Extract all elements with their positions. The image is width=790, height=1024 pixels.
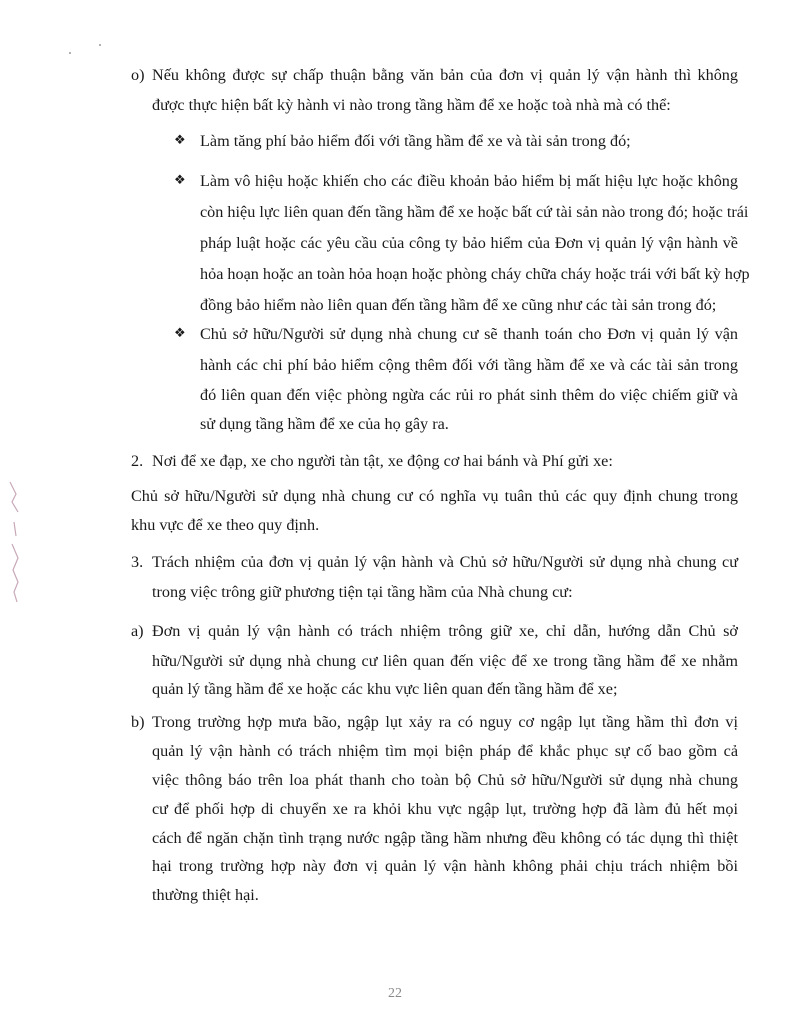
item-a-line: quản lý tầng hầm để xe hoặc các khu vực liên quan đến tầng hầm để xe;: [152, 680, 618, 698]
item-b-line: việc thông báo trên loa phát thanh cho toàn bộ Chủ sở hữu/Người sử dụng nhà chung: [152, 771, 738, 789]
handwritten-initials-icon: [6, 478, 26, 608]
scan-speck: [99, 44, 101, 46]
page-number: 22: [388, 986, 402, 1001]
bullet-line: Làm tăng phí bảo hiểm đối với tầng hầm để xe và tài sản trong đó;: [200, 132, 631, 150]
section-3-heading-line: Trách nhiệm của đơn vị quản lý vận hành và Chủ sở hữu/Người sử dụng nhà chung cư: [152, 553, 738, 571]
bullet-line: sử dụng tầng hầm để xe của họ gây ra.: [200, 415, 449, 433]
diamond-bullet-icon: ❖: [174, 133, 186, 148]
item-o-line: Nếu không được sự chấp thuận bằng văn bản của đơn vị quản lý vận hành thì không: [152, 66, 738, 84]
scan-speck: [69, 52, 71, 54]
bullet-line: đồng bảo hiểm nào liên quan đến tầng hầm để xe cũng như các tài sản trong đó;: [200, 296, 717, 314]
diamond-bullet-icon: ❖: [174, 173, 186, 188]
item-o-line: được thực hiện bất kỳ hành vi nào trong tầng hầm để xe hoặc toà nhà mà có thể:: [152, 96, 671, 114]
item-b-marker: b): [131, 713, 145, 731]
bullet-line: đó liên quan đến việc phòng ngừa các rủi ro phát sinh thêm do việc chiếm giữ và: [200, 386, 738, 404]
bullet-line: Chủ sở hữu/Người sử dụng nhà chung cư sẽ thanh toán cho Đơn vị quản lý vận: [200, 325, 738, 343]
item-b-line: cư để phối hợp di chuyển xe ra khỏi khu vực ngập lụt, trường hợp đã làm đủ hết mọi: [152, 800, 738, 818]
bullet-line: hành các chi phí bảo hiểm cộng thêm đối với tầng hầm để xe và các tài sản trong: [200, 356, 738, 374]
section-3-marker: 3.: [131, 553, 144, 571]
section-2-marker: 2.: [131, 452, 144, 470]
section-2-heading: Nơi để xe đạp, xe cho người tàn tật, xe động cơ hai bánh và Phí gửi xe:: [152, 452, 613, 470]
item-a-line: hữu/Người sử dụng nhà chung cư liên quan đến việc để xe trong tầng hầm để xe nhằm: [152, 652, 738, 670]
item-b-line: Trong trường hợp mưa bão, ngập lụt xảy ra có nguy cơ ngập lụt tầng hầm thì đơn vị: [152, 713, 738, 731]
bullet-line: Làm vô hiệu hoặc khiến cho các điều khoản bảo hiểm bị mất hiệu lực hoặc không: [200, 172, 738, 190]
item-b-line: quản lý vận hành có trách nhiệm tìm mọi biện pháp để khắc phục sự cố bao gồm cả: [152, 742, 738, 760]
section-2-body-line: khu vực để xe theo quy định.: [131, 516, 320, 534]
section-2-body-line: Chủ sở hữu/Người sử dụng nhà chung cư có nghĩa vụ tuân thủ các quy định chung trong: [131, 487, 738, 505]
item-b-line: thường thiệt hại.: [152, 886, 259, 904]
item-b-line: hại trong trường hợp này đơn vị quản lý vận hành không phải chịu trách nhiệm bồi: [152, 857, 738, 875]
item-b-line: cách để ngăn chặn tình trạng nước ngập tầng hầm nhưng đều không có tác dụng thì thiệt: [152, 829, 738, 847]
bullet-line: pháp luật hoặc các yêu cầu của công ty bảo hiểm của Đơn vị quản lý vận hành về: [200, 234, 738, 252]
item-a-line: Đơn vị quản lý vận hành có trách nhiệm trông giữ xe, chỉ dẫn, hướng dẫn Chủ sở: [152, 622, 738, 640]
item-o-marker: o): [131, 66, 145, 84]
item-a-marker: a): [131, 622, 144, 640]
bullet-line: còn hiệu lực liên quan đến tầng hầm để xe hoặc bất cứ tài sản nào trong đó; hoặc trái: [200, 203, 749, 221]
bullet-line: hỏa hoạn hoặc an toàn hỏa hoạn hoặc phòng cháy chữa cháy hoặc trái với bất kỳ hợp: [200, 265, 750, 283]
section-3-heading-line: trong việc trông giữ phương tiện tại tầng hầm của Nhà chung cư:: [152, 583, 573, 601]
diamond-bullet-icon: ❖: [174, 326, 186, 341]
